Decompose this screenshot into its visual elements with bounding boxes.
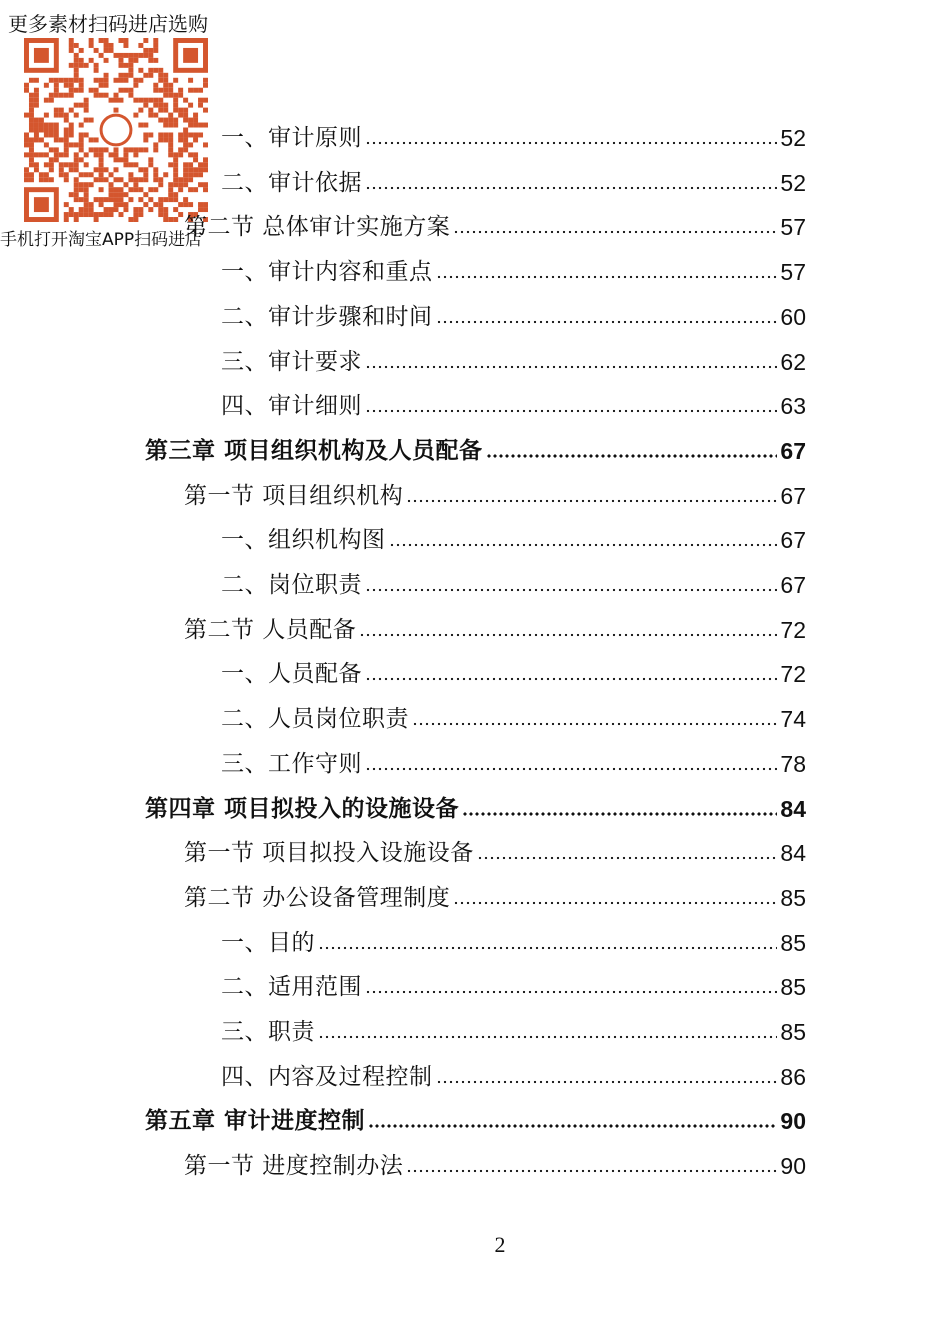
toc-entry[interactable]: [184, 838, 806, 868]
toc-entry-page: 67: [780, 572, 806, 598]
toc-entry[interactable]: [184, 615, 806, 645]
toc-leader-dots: [412, 721, 777, 727]
toc-entry-page: 85: [780, 1019, 806, 1045]
toc-leader-dots: [365, 408, 777, 414]
toc-entry-label: 三、工作守则: [221, 750, 362, 777]
toc-leader-dots: [389, 542, 778, 548]
toc-leader-dots: [365, 140, 777, 146]
toc-entry-page: 86: [780, 1063, 806, 1090]
toc-entry-page: 67: [780, 437, 806, 464]
toc-entry-label: 二、审计步骤和时间: [221, 303, 433, 330]
toc-leader-dots: [365, 364, 777, 370]
toc-entry-label: 一、人员配备: [221, 661, 362, 688]
toc-entry-label: 一、组织机构图: [221, 527, 386, 554]
toc-leader-dots: [453, 900, 777, 906]
toc-entry[interactable]: [221, 525, 806, 555]
toc-leader-dots: [318, 1034, 777, 1040]
toc-entry-label: 一、审计原则: [221, 125, 362, 151]
toc-entry[interactable]: [221, 123, 806, 153]
toc-entry[interactable]: [221, 928, 806, 958]
toc-entry[interactable]: [184, 481, 806, 511]
toc-entry-label: 二、审计依据: [221, 169, 362, 196]
promo-top-text: 更多素材扫码进店选购: [8, 12, 208, 36]
toc-entry-page: 52: [780, 169, 806, 196]
toc-leader-dots: [453, 229, 777, 235]
toc-entry[interactable]: [221, 1062, 806, 1092]
toc-entry-page: 85: [780, 929, 806, 956]
toc-leader-dots: [436, 319, 778, 325]
toc-entry-page: 72: [780, 616, 806, 643]
toc-entry-label: 第三章 项目组织机构及人员配备: [145, 437, 483, 464]
toc-entry[interactable]: [184, 883, 806, 913]
toc-entry-page: 85: [780, 884, 806, 911]
toc-leader-dots: [368, 1123, 777, 1129]
toc-entry-page: 72: [780, 661, 806, 688]
toc-entry-label: 四、内容及过程控制: [221, 1063, 433, 1090]
toc-entry[interactable]: [221, 391, 806, 421]
toc-entry-label: 第一节 项目拟投入设施设备: [184, 840, 474, 867]
toc-leader-dots: [359, 632, 777, 638]
toc-entry[interactable]: [221, 704, 806, 734]
toc-entry-page: 74: [780, 706, 806, 733]
toc-entry[interactable]: [145, 436, 806, 466]
toc-entry-page: 84: [780, 840, 806, 867]
toc-entry-label: 第二节 总体审计实施方案: [184, 214, 451, 241]
toc-entry-label: 第五章 审计进度控制: [145, 1108, 366, 1135]
toc-entry-page: 90: [780, 1108, 806, 1135]
toc-leader-dots: [436, 1079, 778, 1085]
promo-bottom-text: 手机打开淘宝APP扫码进店: [0, 230, 203, 250]
toc-entry[interactable]: [221, 749, 806, 779]
toc-entry-label: 第一节 进度控制办法: [184, 1153, 404, 1180]
toc-leader-dots: [477, 855, 778, 861]
toc-entry-label: 第二节 人员配备: [184, 616, 357, 643]
toc-leader-dots: [365, 676, 777, 682]
toc-entry-page: 60: [780, 303, 806, 330]
toc-entry-page: 67: [780, 482, 806, 509]
toc-leader-dots: [406, 498, 777, 504]
toc-leader-dots: [406, 1168, 777, 1174]
toc-entry-page: 85: [780, 974, 806, 1001]
toc-leader-dots: [365, 766, 777, 772]
toc-entry[interactable]: [221, 1017, 806, 1047]
toc-entry[interactable]: [221, 257, 806, 287]
toc-entry[interactable]: [145, 1106, 806, 1136]
toc-entry-label: 二、适用范围: [221, 974, 362, 1001]
toc-entry-page: 78: [780, 750, 806, 777]
toc-entry[interactable]: [221, 972, 806, 1002]
toc-leader-dots: [486, 453, 778, 459]
toc-entry-page: 52: [780, 125, 806, 151]
toc-entry-label: 三、职责: [221, 1019, 315, 1045]
toc-leader-dots: [365, 989, 777, 995]
toc-entry-label: 二、岗位职责: [221, 572, 362, 598]
toc-entry-label: 第一节 项目组织机构: [184, 482, 404, 509]
toc-leader-dots: [365, 185, 777, 191]
toc-entry-page: 90: [780, 1153, 806, 1180]
toc-entry-label: 一、审计内容和重点: [221, 259, 433, 286]
toc-entry-page: 57: [780, 214, 806, 241]
toc-entry-page: 67: [780, 527, 806, 554]
toc-entry-page: 62: [780, 348, 806, 375]
toc-leader-dots: [462, 811, 777, 817]
toc-entry[interactable]: [221, 659, 806, 689]
toc-entry[interactable]: [221, 168, 806, 198]
toc-entry[interactable]: [184, 212, 806, 242]
toc-entry-label: 第二节 办公设备管理制度: [184, 884, 451, 911]
toc-entry-label: 一、目的: [221, 929, 315, 956]
toc-entry-page: 63: [780, 393, 806, 420]
toc-entry-label: 四、审计细则: [221, 393, 362, 420]
toc-entry-page: 84: [780, 795, 806, 822]
toc-entry[interactable]: [221, 570, 806, 600]
toc-entry[interactable]: [221, 347, 806, 377]
toc-entry[interactable]: [145, 794, 806, 824]
toc-entry[interactable]: [221, 302, 806, 332]
page-number: 2: [494, 1232, 506, 1257]
toc-leader-dots: [436, 274, 778, 280]
toc-entry-label: 第四章 项目拟投入的设施设备: [145, 795, 460, 822]
toc-entry[interactable]: [184, 1151, 806, 1181]
toc-leader-dots: [318, 945, 777, 951]
toc-entry-label: 二、人员岗位职责: [221, 706, 409, 733]
toc-entry-label: 三、审计要求: [221, 348, 362, 375]
toc-entry-page: 57: [780, 259, 806, 286]
toc-leader-dots: [365, 587, 777, 593]
